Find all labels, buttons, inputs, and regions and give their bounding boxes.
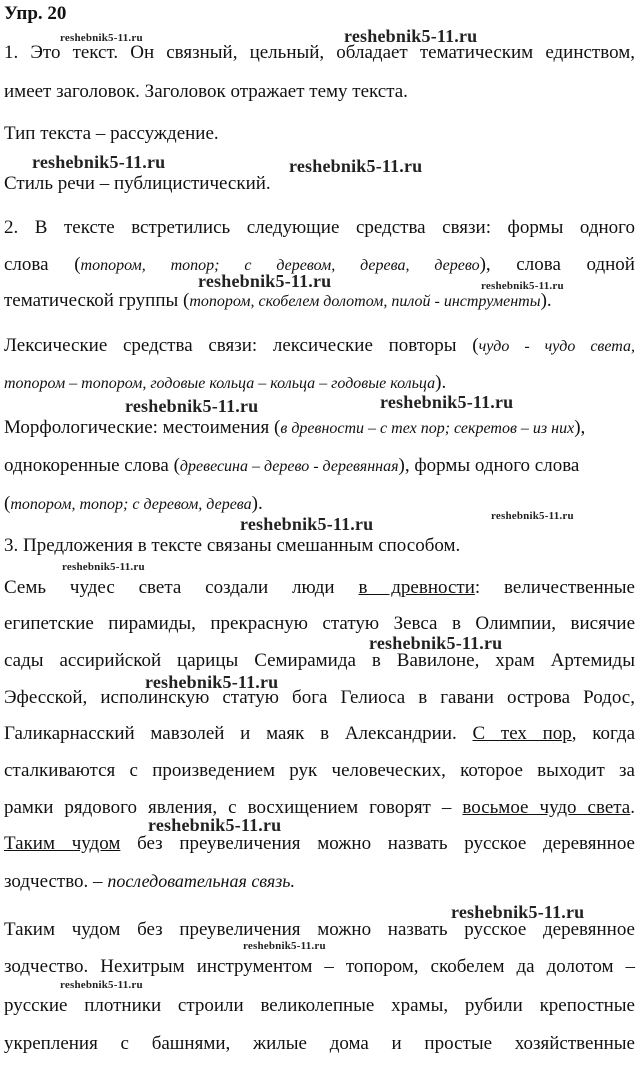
watermark: reshebnik5-11.ru — [198, 271, 332, 291]
text-line — [4, 759, 635, 783]
line-text: тематической группы ( — [4, 290, 190, 311]
line-text: ), формы одного слова — [398, 455, 580, 476]
watermark: reshebnik5-11.ru — [60, 979, 143, 991]
line-text: Морфологические: местоимения ( — [4, 417, 281, 438]
text-line — [4, 832, 635, 856]
line-text: Лексические средства связи: лексические повторы ( — [4, 335, 479, 356]
watermark: reshebnik5-11.ru — [369, 633, 503, 653]
line-text: Семь чудес света создали люди — [4, 577, 359, 598]
example-words: топором, топор; с деревом, дерева — [10, 496, 252, 513]
example-words: в древности – с тех пор; секретов – из них — [280, 420, 575, 437]
watermark: reshebnik5-11.ru — [125, 396, 259, 416]
watermark: reshebnik5-11.ru — [451, 902, 585, 922]
text-line — [4, 41, 635, 65]
line-text: ). — [251, 493, 263, 514]
text-line — [4, 1032, 635, 1056]
watermark: reshebnik5-11.ru — [243, 940, 326, 952]
text-line — [4, 994, 635, 1018]
watermark: reshebnik5-11.ru — [32, 152, 166, 172]
watermark: reshebnik5-11.ru — [481, 280, 564, 292]
watermark: reshebnik5-11.ru — [491, 510, 574, 522]
exercise-title: Упр. 20 — [4, 3, 67, 24]
line-text: без преувеличения можно назвать русское деревянное — [120, 833, 635, 854]
line-text: имеет заголовок. Заголовок отражает тему текста. — [4, 81, 408, 102]
text-line — [4, 122, 635, 146]
watermark: reshebnik5-11.ru — [148, 815, 282, 835]
watermark: reshebnik5-11.ru — [380, 392, 514, 412]
underlined-phrase: восьмое чудо света — [462, 797, 631, 818]
line-text: Таким чудом без преувеличения можно назвать русское деревянное — [4, 919, 635, 940]
line-text: ( — [4, 493, 11, 514]
line-text: зодчество. Нехитрым инструментом – топором, скобелем да долотом – — [4, 956, 635, 977]
line-text: ). — [540, 290, 552, 311]
watermark: reshebnik5-11.ru — [60, 32, 143, 44]
text-line — [4, 686, 635, 710]
text-line — [4, 416, 635, 441]
example-words: чудо - чудо света, — [478, 338, 636, 355]
line-text: зодчество. – — [4, 871, 108, 892]
line-text: ), слова одной — [479, 254, 635, 275]
underlined-phrase: С тех пор — [472, 723, 572, 744]
conclusion-note: последовательная связь. — [107, 871, 295, 891]
text-line — [4, 722, 635, 746]
line-text: 3. Предложения в тексте связаны смешанным способом. — [4, 535, 461, 556]
line-text: Эфесской, исполинскую статую бога Гелиоса в гавани острова Родос, — [4, 687, 635, 708]
watermark: reshebnik5-11.ru — [62, 561, 145, 573]
watermark: reshebnik5-11.ru — [145, 672, 279, 692]
line-text: укрепления с башнями, жилые дома и простые хозяйственные — [4, 1033, 635, 1054]
line-text: Галикарнасский мавзолей и маяк в Александрии. — [4, 723, 473, 744]
text-line — [4, 612, 635, 636]
text-line — [4, 289, 635, 314]
example-words: древесина – дерево - деревянная — [179, 458, 399, 475]
line-text: слова ( — [4, 254, 81, 275]
line-text: ). — [435, 372, 447, 393]
line-text: сады ассирийской царицы Семирамида в Вавилоне, храм Артемиды — [4, 650, 635, 671]
text-line — [4, 534, 635, 558]
line-text: Тип текста – рассуждение. — [4, 123, 219, 144]
text-line — [4, 334, 635, 359]
example-words: топором – топором, годовые кольца – кольца – годовые кольца — [4, 375, 436, 392]
text-line — [4, 454, 635, 479]
text-line — [4, 576, 635, 600]
line-text: однокоренные слова ( — [4, 455, 180, 476]
text-line — [4, 796, 635, 820]
text-line — [4, 649, 635, 673]
line-text: сталкиваются с произведением рук человеческих, которое выходит за — [4, 760, 635, 781]
watermark: reshebnik5-11.ru — [289, 156, 423, 176]
watermark: reshebnik5-11.ru — [240, 514, 374, 534]
line-text: . — [630, 797, 635, 818]
line-text: 1. Это текст. Он связный, цельный, обладает тематическим единством, — [4, 42, 635, 63]
text-line — [4, 80, 635, 104]
underlined-phrase: в древности — [358, 577, 475, 598]
text-line — [4, 216, 635, 240]
line-text: ), — [574, 417, 586, 438]
text-line — [4, 371, 635, 396]
line-text: египетские пирамиды, прекрасную статую Зевса в Олимпии, висячие — [4, 613, 635, 634]
underlined-phrase: Таким чудом — [4, 833, 121, 854]
text-line — [4, 869, 635, 894]
watermark: reshebnik5-11.ru — [344, 26, 478, 46]
line-text: русские плотники строили великолепные храмы, рубили крепостные — [4, 995, 635, 1016]
example-words: топором, скобелем долотом, пилой - инструменты — [189, 293, 541, 310]
line-text: 2. В тексте встретились следующие средства связи: формы одного — [4, 217, 635, 238]
text-line — [4, 955, 635, 979]
example-words: топором, топор; с деревом, дерева, дерево — [80, 257, 480, 274]
line-text: : величественные — [474, 577, 635, 598]
line-text: , когда — [571, 723, 635, 744]
line-text: Стиль речи – публицистический. — [4, 173, 271, 194]
line-text: рамки рядового явления, с восхищением говорят – — [4, 797, 463, 818]
